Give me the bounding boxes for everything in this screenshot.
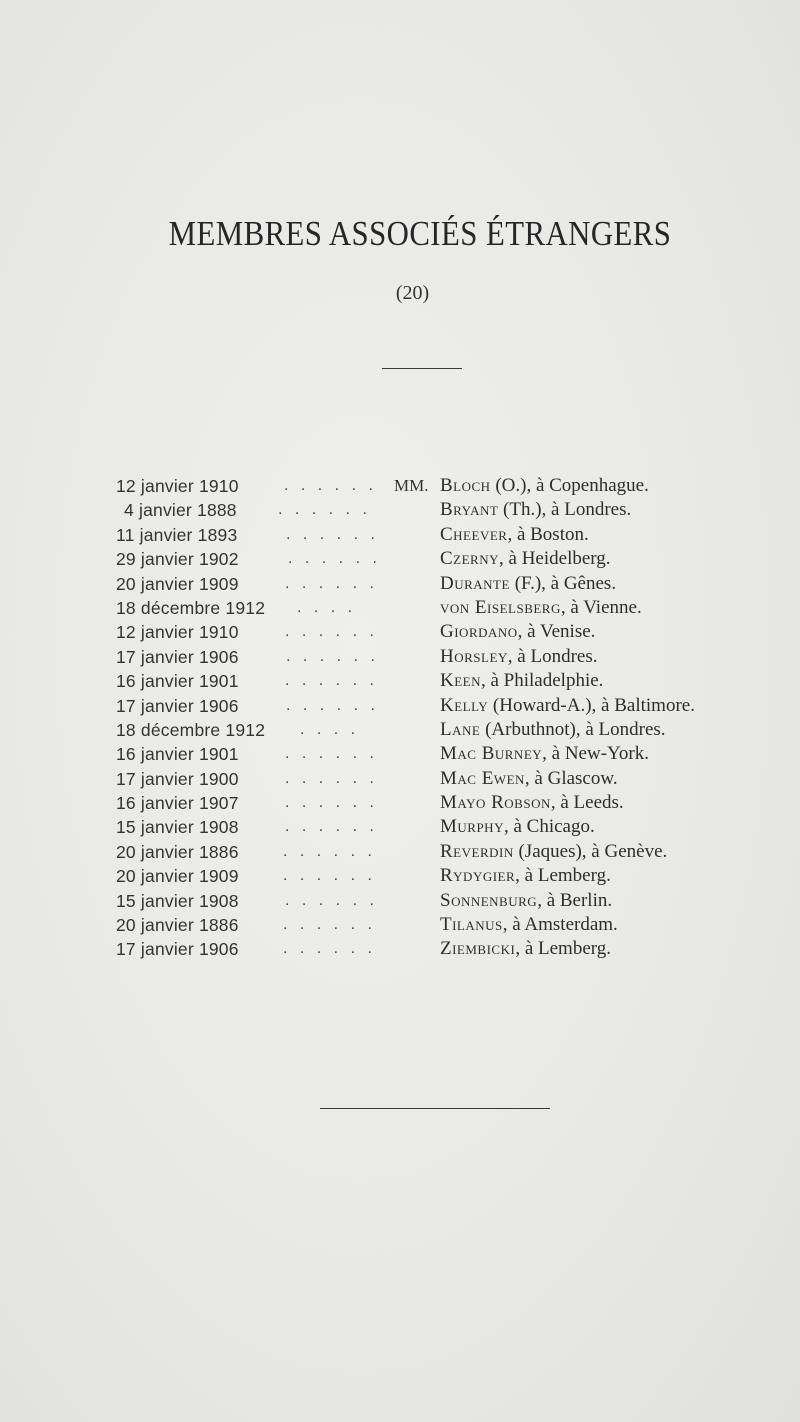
member-row: [0, 523, 800, 547]
member-entry: [440, 669, 603, 693]
dot-leader: . . . . . .: [285, 891, 378, 909]
member-details: (Th.), à Londres.: [498, 499, 632, 521]
messieurs-prefix: MM.: [394, 476, 429, 495]
election-date: 20 janvier 1909: [116, 573, 239, 594]
page-title: MEMBRES ASSOCIÉS ÉTRANGERS: [168, 214, 672, 253]
member-surname: Giordano: [440, 621, 518, 643]
member-entry: [440, 864, 611, 888]
member-surname: Mac Burney: [440, 743, 543, 765]
member-details: , à Vienne.: [560, 596, 642, 618]
member-entry: [440, 913, 618, 937]
member-surname: Rydygier: [440, 865, 516, 887]
election-date: 18 décembre 1912: [116, 719, 266, 740]
election-date: 18 décembre 1912: [116, 597, 266, 618]
member-surname: Mac Ewen: [440, 767, 525, 789]
election-date: 12 janvier 1910: [116, 476, 239, 496]
member-details: (Arbuthnot), à Londres.: [480, 718, 666, 740]
member-surname: Kelly: [440, 694, 489, 716]
member-entry: [440, 742, 649, 766]
dot-leader: . . . . . .: [285, 672, 378, 690]
member-row: [0, 669, 800, 693]
member-entry: [440, 694, 695, 718]
member-row: [0, 474, 800, 498]
member-surname: Mayo Robson: [440, 792, 551, 814]
election-date: 12 janvier 1910: [116, 622, 239, 643]
member-row: [0, 913, 800, 937]
election-date: 4 janvier 1888: [124, 500, 237, 521]
member-row: [0, 742, 800, 766]
election-date: 20 janvier 1886: [116, 841, 239, 862]
member-entry: [440, 889, 612, 913]
member-row: [0, 694, 800, 718]
member-details: , à Londres.: [507, 645, 598, 667]
member-surname: Tilanus: [440, 914, 503, 936]
member-row: [0, 815, 800, 839]
member-details: , à Venise.: [517, 621, 596, 643]
member-entry: [440, 767, 618, 791]
member-row: [0, 596, 800, 620]
election-date: 17 janvier 1906: [116, 939, 239, 960]
member-entry: [440, 620, 595, 644]
election-date: 16 janvier 1901: [116, 744, 239, 765]
member-details: , à Boston.: [507, 523, 589, 545]
dot-leader: . . . . . .: [286, 647, 379, 665]
member-entry: [440, 645, 597, 669]
member-row: [0, 572, 800, 596]
election-date: 29 janvier 1902: [116, 549, 239, 570]
member-details: , à Berlin.: [537, 889, 613, 911]
member-entry: [440, 937, 611, 961]
election-date: 15 janvier 1908: [116, 890, 239, 911]
member-details: (Howard-A.), à Baltimore.: [488, 694, 695, 716]
title-divider: [382, 368, 462, 369]
member-entry: [440, 815, 595, 839]
member-row: [0, 889, 800, 913]
member-surname: Reverdin: [440, 840, 514, 862]
member-entry: [440, 572, 616, 596]
member-entry: [440, 840, 667, 864]
member-surname: Durante: [440, 572, 510, 594]
member-row: [0, 840, 800, 864]
member-surname: Ziembicki: [440, 938, 516, 960]
member-surname: von Eiselsberg: [440, 596, 561, 618]
member-count: (20): [395, 282, 430, 304]
member-row: [0, 645, 800, 669]
dot-leader: . . . . . .: [285, 745, 378, 763]
member-details: , à Lemberg.: [515, 938, 611, 960]
member-row: [0, 498, 800, 522]
member-row: [0, 791, 800, 815]
dot-leader: . . . . . .: [286, 696, 379, 714]
dot-leader: . . . . . .: [285, 769, 378, 787]
election-date: 17 janvier 1906: [116, 646, 239, 667]
member-entry: [440, 791, 624, 815]
member-entry: [440, 523, 589, 547]
member-details: , à Lemberg.: [515, 865, 611, 887]
member-row: [0, 547, 800, 571]
member-details: , à Chicago.: [503, 816, 595, 838]
member-row: [0, 864, 800, 888]
dot-leader: . . . . . .: [285, 623, 378, 641]
member-surname: Murphy: [440, 816, 504, 838]
member-details: , à Amsterdam.: [502, 914, 618, 936]
member-row: [0, 620, 800, 644]
dot-leader: . . . . . .: [285, 794, 378, 812]
dot-leader: . . . . . .: [283, 940, 376, 958]
member-details: (Jaques), à Genève.: [513, 840, 668, 862]
dot-leader: . . . . . .: [283, 842, 376, 860]
member-row: [0, 767, 800, 791]
election-date: 15 janvier 1908: [116, 817, 239, 838]
dot-leader: . . . .: [297, 598, 357, 616]
dot-leader: . . . . . .: [286, 525, 379, 543]
member-surname: Bryant: [440, 499, 499, 521]
member-entry: [440, 547, 611, 571]
member-details: , à Heidelberg.: [499, 548, 611, 570]
end-divider: [320, 1108, 550, 1109]
election-date: 16 janvier 1907: [116, 793, 239, 814]
member-entry: [440, 596, 642, 620]
member-surname: Lane: [440, 718, 481, 740]
member-details: , à Leeds.: [550, 792, 624, 814]
dot-leader: . . . . . .: [283, 867, 376, 885]
dot-leader: . . . . . .: [285, 574, 378, 592]
dot-leader: . . . . . .: [278, 501, 371, 519]
member-row: [0, 718, 800, 742]
election-date: 11 janvier 1893: [116, 524, 238, 545]
election-date: 17 janvier 1906: [116, 695, 239, 716]
member-surname: Czerny: [440, 548, 500, 570]
member-entry: [440, 474, 649, 498]
member-row: [0, 937, 800, 961]
member-details: (F.), à Gênes.: [509, 572, 617, 594]
dot-leader: . . . . . .: [288, 550, 381, 568]
member-entry: [440, 498, 631, 522]
dot-leader: . . . .: [300, 720, 360, 738]
dot-leader: . . . . . .: [285, 818, 378, 836]
member-details: , à New-York.: [542, 743, 649, 765]
dot-leader: . . . . . .: [283, 916, 376, 934]
election-date: 17 janvier 1900: [116, 768, 239, 789]
member-surname: Keen: [440, 670, 481, 692]
member-surname: Horsley: [440, 645, 508, 667]
member-details: , à Philadelphie.: [481, 670, 604, 692]
member-details: , à Glascow.: [524, 767, 618, 789]
member-details: (O.), à Copenhague.: [490, 475, 649, 496]
election-date: 20 janvier 1886: [116, 915, 239, 936]
election-date: 16 janvier 1901: [116, 671, 239, 692]
member-list: [0, 474, 800, 962]
dot-leader: . . . . . .: [284, 477, 377, 494]
member-surname: Bloch: [440, 475, 491, 496]
member-surname: Sonnenburg: [440, 889, 538, 911]
member-surname: Cheever: [440, 523, 508, 545]
election-date: 20 janvier 1909: [116, 866, 239, 887]
member-entry: [440, 718, 666, 742]
